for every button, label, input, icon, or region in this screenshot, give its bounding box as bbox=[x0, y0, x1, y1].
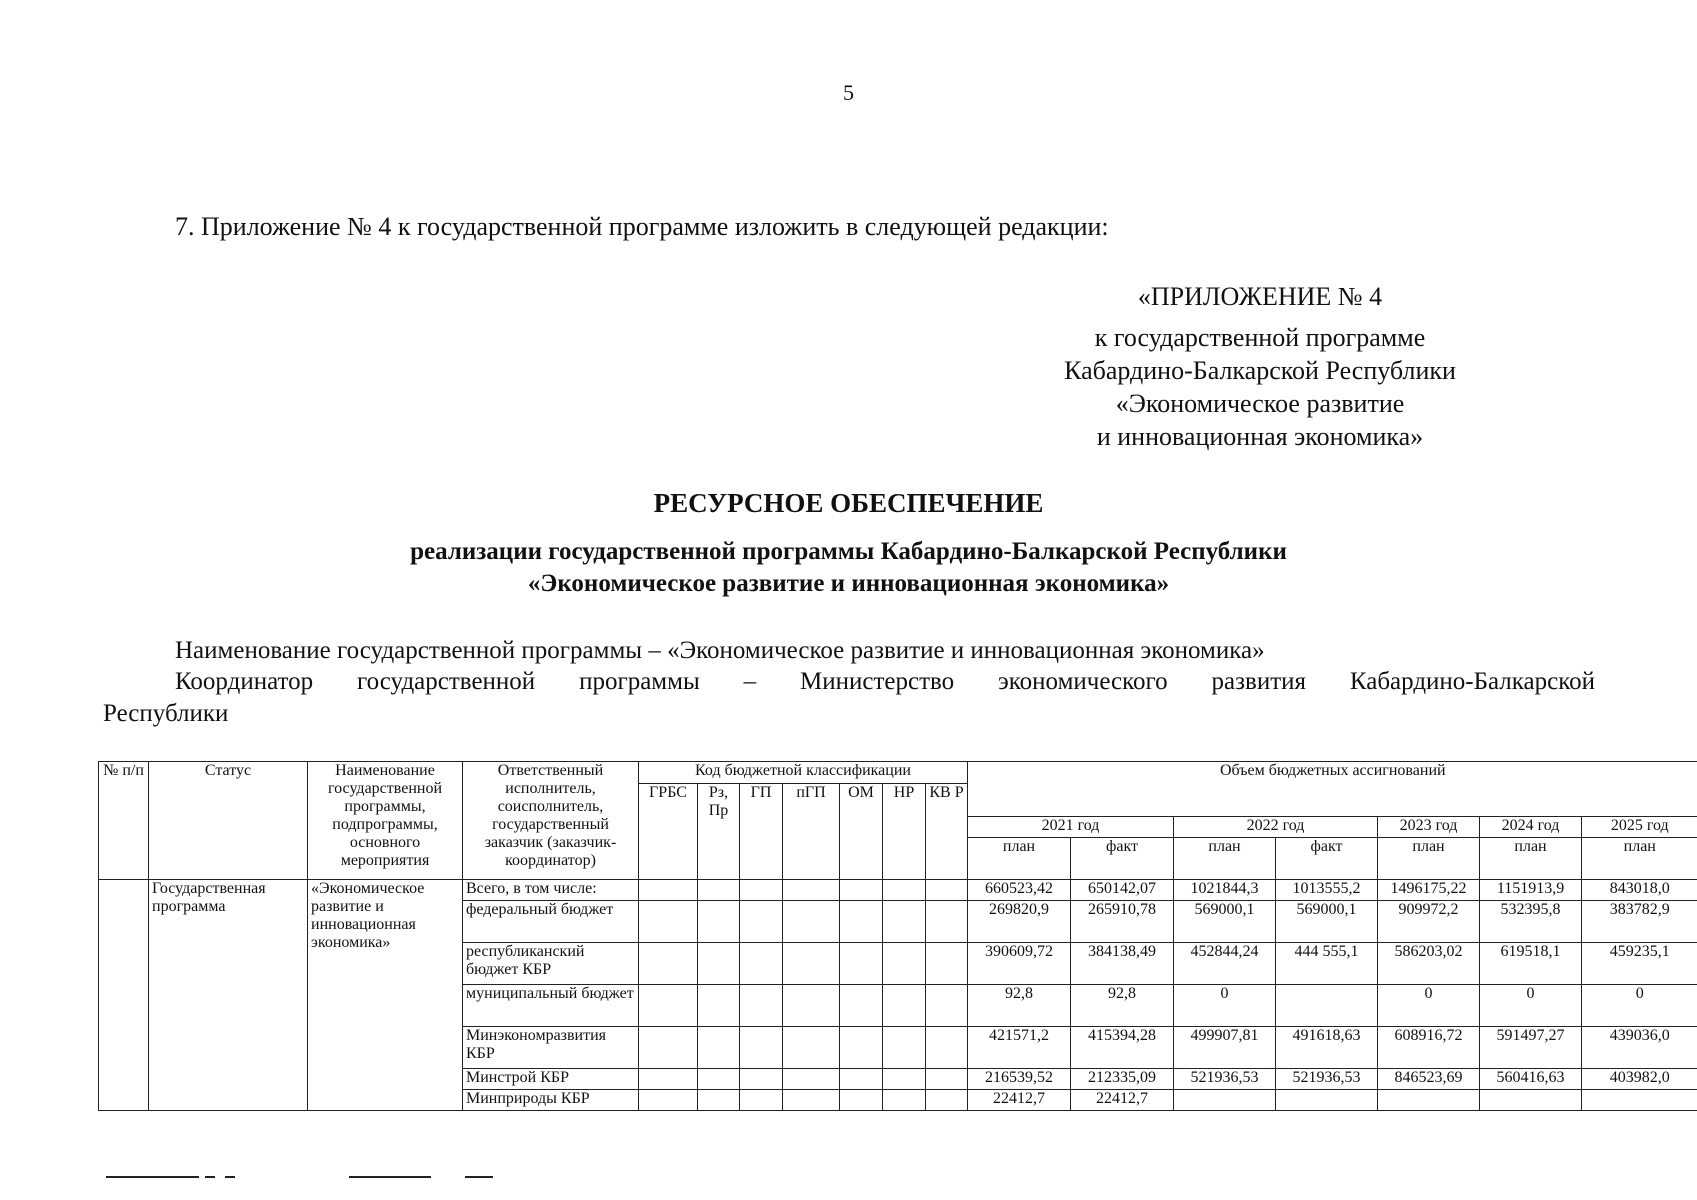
header-fact: факт bbox=[1071, 838, 1174, 880]
header-volume-spacer bbox=[968, 784, 1697, 817]
header-year-2021: 2021 год bbox=[968, 817, 1174, 838]
cell-value: 265910,78 bbox=[1071, 901, 1174, 943]
header-year-2023: 2023 год bbox=[1378, 817, 1480, 838]
cell-value: 521936,53 bbox=[1276, 1069, 1378, 1090]
cell-value: 269820,9 bbox=[968, 901, 1071, 943]
cell-executor: Минприроды КБР bbox=[463, 1090, 639, 1111]
intro-paragraph: 7. Приложение № 4 к государственной программе изложить в следующей редакции: bbox=[175, 212, 1109, 241]
cell-value: 560416,63 bbox=[1480, 1069, 1582, 1090]
cell-value: 532395,8 bbox=[1480, 901, 1582, 943]
footnote-rule bbox=[205, 1176, 215, 1178]
cell-value: 452844,24 bbox=[1174, 943, 1276, 985]
footnote-rule bbox=[106, 1176, 199, 1178]
cell-value: 1021844,3 bbox=[1174, 880, 1276, 901]
footnote-rule bbox=[349, 1176, 431, 1178]
header-executor: Ответственный исполнитель, соисполнитель, государственный заказчик (заказчик-координатор) bbox=[463, 762, 639, 880]
cell-value: 22412,7 bbox=[1071, 1090, 1174, 1111]
cell-value: 499907,81 bbox=[1174, 1027, 1276, 1069]
header-gp: ГП bbox=[740, 784, 783, 880]
cell-value: 421571,2 bbox=[968, 1027, 1071, 1069]
cell-executor: Минстрой КБР bbox=[463, 1069, 639, 1090]
cell-value: 521936,53 bbox=[1174, 1069, 1276, 1090]
cell-executor: республиканский бюджет КБР bbox=[463, 943, 639, 985]
header-om: ОМ bbox=[840, 784, 883, 880]
cell-value: 415394,28 bbox=[1071, 1027, 1174, 1069]
cell-value bbox=[1378, 1090, 1480, 1111]
cell-value bbox=[1582, 1090, 1697, 1111]
header-np: НР bbox=[883, 784, 926, 880]
header-rzpr: Рз, Пр bbox=[698, 784, 740, 880]
appendix-line: «Экономическое развитие bbox=[1115, 389, 1405, 418]
appendix-line: Кабардино-Балкарской Республики bbox=[1064, 356, 1456, 385]
page-number: 5 bbox=[843, 80, 854, 105]
appendix-title: «ПРИЛОЖЕНИЕ № 4 bbox=[1137, 282, 1383, 311]
cell-value: 569000,1 bbox=[1174, 901, 1276, 943]
cell-value: 390609,72 bbox=[968, 943, 1071, 985]
cell-value: 92,8 bbox=[968, 985, 1071, 1027]
header-plan: план bbox=[1480, 838, 1582, 880]
cell-value: 1013555,2 bbox=[1276, 880, 1378, 901]
cell-status: Государственная программа bbox=[149, 880, 308, 1111]
cell-value: 608916,72 bbox=[1378, 1027, 1480, 1069]
cell-value: 650142,07 bbox=[1071, 880, 1174, 901]
cell-value bbox=[1480, 1090, 1582, 1111]
cell-value: 459235,1 bbox=[1582, 943, 1697, 985]
cell-value: 439036,0 bbox=[1582, 1027, 1697, 1069]
header-volume: Объем бюджетных ассигнований bbox=[968, 762, 1697, 784]
header-plan: план bbox=[1174, 838, 1276, 880]
cell-value: 660523,42 bbox=[968, 880, 1071, 901]
cell-value: 1496175,22 bbox=[1378, 880, 1480, 901]
cell-value bbox=[1276, 1090, 1378, 1111]
cell-value: 384138,49 bbox=[1071, 943, 1174, 985]
cell-executor: Всего, в том числе: bbox=[463, 880, 639, 901]
header-plan: план bbox=[1582, 838, 1697, 880]
cell-value: 569000,1 bbox=[1276, 901, 1378, 943]
cell-value: 216539,52 bbox=[968, 1069, 1071, 1090]
cell-value bbox=[1276, 985, 1378, 1027]
cell-value: 846523,69 bbox=[1378, 1069, 1480, 1090]
cell-value: 0 bbox=[1378, 985, 1480, 1027]
cell-value: 383782,9 bbox=[1582, 901, 1697, 943]
footnote-rule bbox=[465, 1176, 493, 1178]
subtitle-line: «Экономическое развитие и инновационная экономика» bbox=[527, 570, 1170, 597]
cell-executor: муниципальный бюджет bbox=[463, 985, 639, 1027]
resource-table bbox=[98, 761, 1697, 1111]
header-budget-code: Код бюджетной классификации bbox=[639, 762, 968, 784]
cell-value: 22412,7 bbox=[968, 1090, 1071, 1111]
cell-value: 212335,09 bbox=[1071, 1069, 1174, 1090]
header-name: Наименование государственной программы, подпрограммы, основного мероприятия bbox=[308, 762, 463, 880]
cell-value: 591497,27 bbox=[1480, 1027, 1582, 1069]
header-num: № п/п bbox=[99, 762, 149, 880]
cell-value: 0 bbox=[1582, 985, 1697, 1027]
cell-value: 0 bbox=[1480, 985, 1582, 1027]
cell-value: 1151913,9 bbox=[1480, 880, 1582, 901]
header-year-2025: 2025 год bbox=[1582, 817, 1697, 838]
footnote-rule bbox=[225, 1176, 235, 1178]
cell-value: 843018,0 bbox=[1582, 880, 1697, 901]
header-plan: план bbox=[968, 838, 1071, 880]
cell-value: 444 555,1 bbox=[1276, 943, 1378, 985]
header-kvr: КВ Р bbox=[926, 784, 968, 880]
cell-executor: Минэкономразвития КБР bbox=[463, 1027, 639, 1069]
document-subtitle bbox=[0, 536, 1697, 600]
cell-value: 491618,63 bbox=[1276, 1027, 1378, 1069]
cell-program-name: «Экономическое развитие и инновационная экономика» bbox=[308, 880, 463, 1111]
header-plan: план bbox=[1378, 838, 1480, 880]
header-fact: факт bbox=[1276, 838, 1378, 880]
cell-value: 92,8 bbox=[1071, 985, 1174, 1027]
coordinator-line: Координатор государственной программы – Министерство экономического развития Кабардино-Балкарской bbox=[175, 668, 1595, 695]
header-grbs: ГРБС bbox=[639, 784, 698, 880]
cell-value: 619518,1 bbox=[1480, 943, 1582, 985]
program-name-line: Наименование государственной программы – «Экономическое развитие и инновационная экономика» bbox=[175, 637, 1265, 664]
header-pgp: пГП bbox=[783, 784, 840, 880]
table-row bbox=[99, 880, 1697, 901]
coordinator-line-cont: Республики bbox=[103, 700, 229, 727]
document-title: РЕСУРСНОЕ ОБЕСПЕЧЕНИЕ bbox=[653, 488, 1044, 518]
header-year-2024: 2024 год bbox=[1480, 817, 1582, 838]
cell-value: 909972,2 bbox=[1378, 901, 1480, 943]
appendix-line: к государственной программе bbox=[1094, 323, 1426, 352]
cell-value: 586203,02 bbox=[1378, 943, 1480, 985]
appendix-heading bbox=[1000, 280, 1520, 453]
cell-value: 0 bbox=[1174, 985, 1276, 1027]
subtitle-line: реализации государственной программы Кабардино-Балкарской Республики bbox=[410, 538, 1287, 565]
header-status: Статус bbox=[149, 762, 308, 880]
header-year-2022: 2022 год bbox=[1174, 817, 1378, 838]
cell-executor: федеральный бюджет bbox=[463, 901, 639, 943]
cell-value bbox=[1174, 1090, 1276, 1111]
cell-value: 403982,0 bbox=[1582, 1069, 1697, 1090]
appendix-line: и инновационная экономика» bbox=[1096, 422, 1424, 451]
cell-num bbox=[99, 880, 149, 1111]
